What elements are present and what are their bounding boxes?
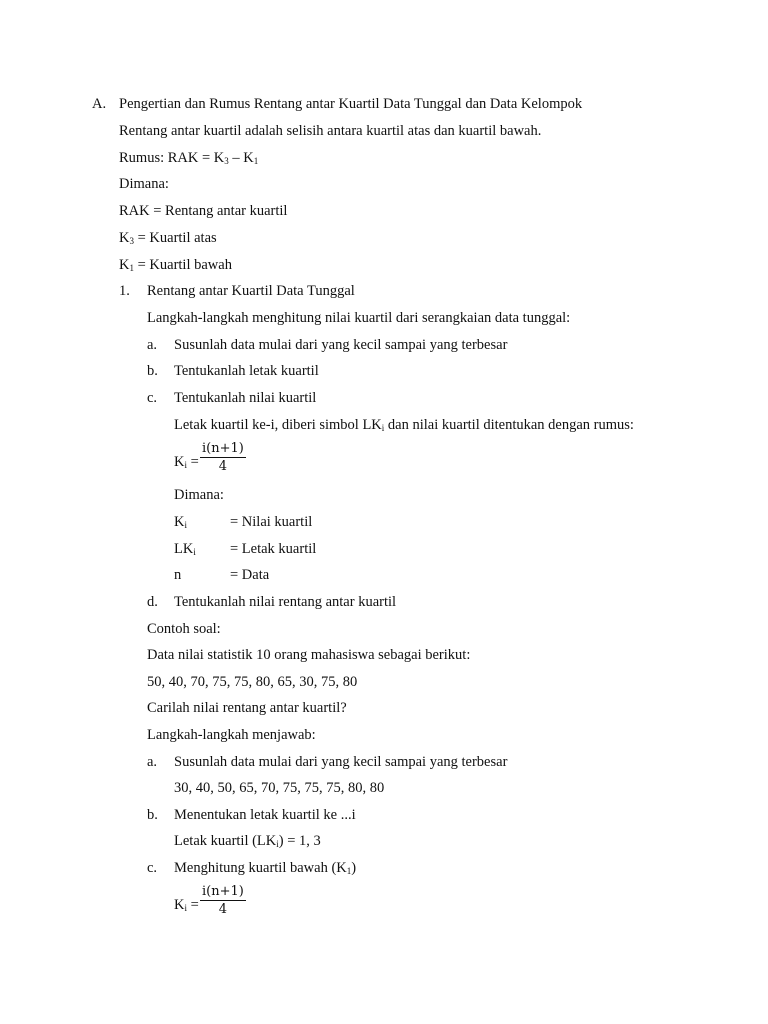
section-1-title: Rentang antar Kuartil Data Tunggal [147, 283, 355, 299]
section-1-intro: Langkah-langkah menghitung nilai kuartil dari serangkaian data tunggal: [147, 310, 571, 326]
step-a-text: Susunlah data mulai dari yang kecil sampai yang terbesar [174, 337, 508, 353]
step-c-marker: c. [147, 390, 158, 406]
var-n-symbol: n [174, 567, 182, 583]
formula-2-equals: = [187, 897, 199, 913]
var-lki-symbol [174, 540, 196, 558]
example-step-c-marker: c. [147, 860, 158, 876]
formula-lhs-symbol: K [174, 454, 185, 470]
formula-2-lhs-sub: i [184, 903, 187, 913]
formula-lhs [174, 453, 199, 471]
step-c-text: Tentukanlah nilai kuartil [174, 390, 317, 406]
formula-sub-3: 3 [224, 156, 229, 166]
formula-2-numerator: i(n+1) [202, 884, 244, 899]
def-k3 [119, 229, 217, 247]
def-k1-symbol: K [119, 257, 130, 273]
def-k3-symbol: K [119, 230, 130, 246]
def-k1-sub: 1 [129, 263, 134, 273]
formula-2-denominator: 4 [218, 902, 228, 917]
formula-fraction [200, 441, 246, 475]
example-step-c-sub: 1 [346, 866, 352, 876]
section-a-heading: Pengertian dan Rumus Rentang antar Kuartil Data Tunggal dan Data Kelompok [119, 96, 583, 112]
example-intro: Data nilai statistik 10 orang mahasiswa sebagai berikut: [147, 647, 471, 663]
letak-kuartil-text [174, 416, 634, 434]
step-d-marker: d. [147, 594, 158, 610]
step-b-text: Tentukanlah letak kuartil [174, 363, 319, 379]
var-ki-symbol [174, 513, 187, 531]
step-d-text: Tentukanlah nilai rentang antar kuartil [174, 594, 397, 610]
def-rak: RAK = Rentang antar kuartil [119, 203, 288, 219]
dimana-label: Dimana: [119, 176, 169, 192]
example-step-a-marker: a. [147, 754, 158, 770]
example-step-b-text: Menentukan letak kuartil ke ...i [174, 807, 356, 823]
var-lki-sub: i [193, 547, 196, 557]
def-k3-text: = Kuartil atas [133, 230, 217, 246]
formula-numerator: i(n+1) [202, 441, 244, 456]
example-sorted-data: 30, 40, 50, 65, 70, 75, 75, 75, 80, 80 [174, 780, 385, 796]
formula-equals: = [187, 454, 199, 470]
example-letak-2: ) = 1, 3 [278, 833, 321, 849]
example-label: Contoh soal: [147, 621, 221, 637]
example-letak-sub: i [276, 839, 279, 849]
section-1-marker: 1. [119, 283, 130, 299]
example-letak-1: Letak kuartil (LK [174, 833, 277, 849]
example-steps-label: Langkah-langkah menjawab: [147, 727, 316, 743]
formula-2-lhs-symbol: K [174, 897, 185, 913]
formula-2-lhs [174, 896, 199, 914]
var-n-desc: = Data [230, 567, 270, 583]
step-b-marker: b. [147, 363, 158, 379]
def-k1 [119, 256, 232, 274]
example-step-c-text-2: ) [351, 860, 357, 876]
example-data: 50, 40, 70, 75, 75, 80, 65, 30, 75, 80 [147, 674, 358, 690]
section-a-marker: A. [92, 96, 107, 112]
formula-minus: – K [228, 150, 254, 166]
letak-text-2: dan nilai kuartil ditentukan dengan rumus: [384, 417, 634, 433]
dimana-label-2: Dimana: [174, 487, 224, 503]
letak-text-1: Letak kuartil ke-i, diberi simbol LK [174, 417, 382, 433]
example-step-c-text [174, 859, 356, 877]
def-k1-text: = Kuartil bawah [133, 257, 232, 273]
formula-denominator: 4 [218, 459, 228, 474]
example-letak [174, 832, 321, 850]
rak-formula [119, 149, 258, 167]
var-lki-desc: = Letak kuartil [230, 541, 317, 557]
def-k3-sub: 3 [129, 236, 134, 246]
example-step-c-text-1: Menghitung kuartil bawah (K [174, 860, 347, 876]
var-ki-sym: K [174, 514, 185, 530]
letak-sub: i [381, 423, 385, 433]
example-step-b-marker: b. [147, 807, 158, 823]
var-ki-sub: i [184, 520, 187, 530]
example-step-a-text: Susunlah data mulai dari yang kecil sampai yang terbesar [174, 754, 508, 770]
formula-2-fraction [200, 884, 246, 918]
definition-text: Rentang antar kuartil adalah selisih antara kuartil atas dan kuartil bawah. [119, 123, 542, 139]
formula-prefix: Rumus: RAK = K [119, 150, 225, 166]
formula-sub-1: 1 [253, 156, 259, 166]
var-ki-desc: = Nilai kuartil [230, 514, 313, 530]
formula-lhs-sub: i [184, 460, 187, 470]
var-lki-sym: LK [174, 541, 194, 557]
step-a-marker: a. [147, 337, 158, 353]
example-question: Carilah nilai rentang antar kuartil? [147, 700, 347, 716]
